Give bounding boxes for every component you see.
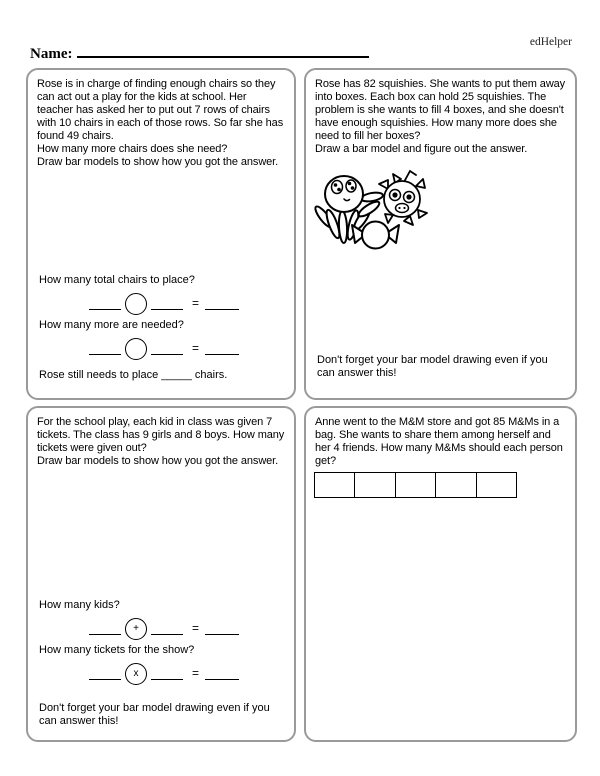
answer-blank[interactable] [151, 342, 183, 355]
chairs-answer-section [39, 274, 286, 382]
answer-blank[interactable] [205, 622, 239, 635]
answer-blank[interactable] [151, 667, 183, 680]
problem-body: Rose has 82 squishies. She wants to put them away into boxes. Each box can hold 25 squishies. The problem is she wants to fill 4 boxes, and she doesn't have enough squishies. How many more does she need to fill her boxes? [315, 78, 566, 142]
problem-box-mms [304, 406, 577, 742]
answer-blank[interactable] [151, 622, 183, 635]
bar-model-cell[interactable] [436, 473, 476, 497]
plus-operator-circle[interactable]: + [125, 618, 147, 640]
operator-circle[interactable] [125, 293, 147, 315]
problem-box-squishies [304, 68, 577, 400]
name-label: Name: [30, 46, 73, 62]
bar-model-cell[interactable] [477, 473, 516, 497]
footer-reminder: Don't forget your bar model drawing even if you can answer this! [39, 702, 270, 727]
bar-model-cell[interactable] [355, 473, 395, 497]
problem-body: Anne went to the M&M store and got 85 M&Ms in a bag. She wants to share them among herself and her 4 friends. How many M&Ms should each person get? [315, 416, 563, 467]
answer-blank[interactable] [151, 297, 183, 310]
name-row [30, 45, 369, 63]
tickets-answer-section [39, 599, 286, 728]
equals-sign: = [192, 341, 200, 355]
problem-instruction: Draw bar models to show how you got the answer. [37, 455, 279, 467]
subquestion-label: How many tickets for the show? [39, 644, 195, 656]
name-blank-line[interactable] [77, 45, 369, 58]
times-operator-circle[interactable]: x [125, 663, 147, 685]
equation-row [89, 291, 286, 316]
problem-box-chairs [26, 68, 296, 400]
problem-body: For the school play, each kid in class was given 7 tickets. The class has 9 girls and 8 boys. How many tickets were given out? [37, 416, 285, 454]
answer-blank[interactable] [89, 297, 121, 310]
answer-blank[interactable] [205, 342, 239, 355]
answer-blank[interactable] [89, 342, 121, 355]
problem-question: How many more chairs does she need? [37, 143, 228, 155]
subquestion-label: How many kids? [39, 599, 120, 611]
answer-blank[interactable] [89, 667, 121, 680]
problem-instruction: Draw bar models to show how you got the answer. [37, 156, 279, 168]
answer-blank[interactable] [205, 667, 239, 680]
bar-model-strip [314, 472, 517, 498]
answer-blank[interactable] [205, 297, 239, 310]
equation-row [89, 336, 286, 361]
equals-sign: = [192, 666, 200, 680]
answer-blank[interactable] [89, 622, 121, 635]
fill-in-sentence: Rose still needs to place _____ chairs. [39, 369, 228, 381]
footer-reminder: Don't forget your bar model drawing even if you can answer this! [317, 354, 548, 379]
brand-logo: edHelper [529, 36, 572, 48]
equals-sign: = [192, 296, 200, 310]
problem-instruction: Draw a bar model and figure out the answer. [315, 143, 528, 155]
subquestion-label: How many more are needed? [39, 319, 184, 331]
equation-row [89, 616, 286, 641]
operator-circle[interactable] [125, 338, 147, 360]
subquestion-label: How many total chairs to place? [39, 274, 195, 286]
squishies-doodle-icon [313, 168, 463, 256]
problem-box-tickets [26, 406, 296, 742]
bar-model-cell[interactable] [396, 473, 436, 497]
bar-model-cell[interactable] [315, 473, 355, 497]
problem-body: Rose is in charge of finding enough chairs so they can act out a play for the kids at school. Her teacher has asked her to put out 7 rows of chairs with 10 chairs in each of those rows. So far she has found 49 chairs. [37, 78, 284, 142]
equation-row [89, 661, 286, 686]
equals-sign: = [192, 621, 200, 635]
